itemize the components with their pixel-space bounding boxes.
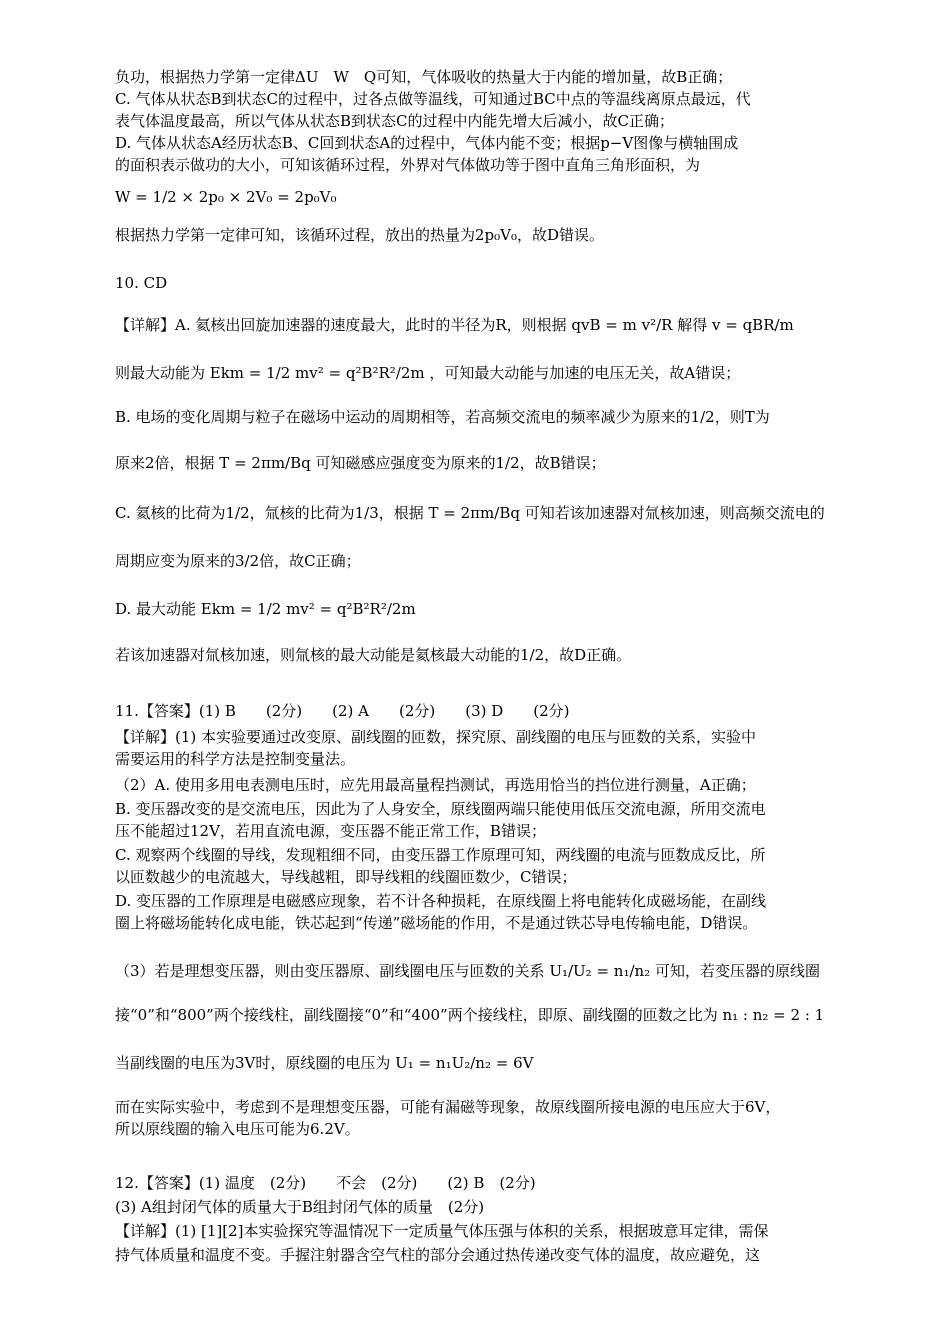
formula-line: W = 1/2 × 2p₀ × 2V₀ = 2p₀V₀ xyxy=(115,188,337,206)
text-line: D. 气体从状态A经历状态B、C回到状态A的过程中，气体内能不变；根据p−V图像与横轴围成 xyxy=(115,134,739,152)
text-line: 所以原线圈的输入电压可能为6.2V。 xyxy=(115,1120,360,1138)
text-line: 的面积表示做功的大小，可知该循环过程，外界对气体做功等于图中直角三角形面积，为 xyxy=(115,156,701,174)
text-line: 原来2倍，根据 T = 2πm/Bq 可知磁感应强度变为原来的1/2，故B错误； xyxy=(115,454,606,472)
text-line: D. 变压器的工作原理是电磁感应现象，若不计各种损耗，在原线圈上将电能转化成磁场能，在副线 xyxy=(115,892,767,910)
text-line: 表气体温度最高，所以气体从状态B到状态C的过程中内能先增大后减小，故C正确； xyxy=(115,112,674,130)
text-line: C. 观察两个线圈的导线，发现粗细不同，由变压器工作原理可知，两线圈的电流与匝数成反比，所 xyxy=(115,846,766,864)
text-line: B. 电场的变化周期与粒子在磁场中运动的周期相等，若高频交流电的频率减少为原来的1/2，则T为 xyxy=(115,408,770,426)
text-line: 需要运用的科学方法是控制变量法。 xyxy=(115,750,356,768)
text-line: 【详解】A. 氦核出回旋加速器的速度最大，此时的半径为R，则根据 qvB = m v²/R 解得 v = qBR/m xyxy=(115,316,794,334)
text-line: 而在实际实验中，考虑到不是理想变压器，可能有漏磁等现象，故原线圈所接电源的电压应大于6V， xyxy=(115,1098,781,1116)
text-line: 圈上将磁场能转化成电能，铁芯起到“传递”磁场能的作用，不是通过铁芯导电传输电能，D错误。 xyxy=(115,914,758,932)
text-line: （3）若是理想变压器，则由变压器原、副线圈电压与匝数的关系 U₁/U₂ = n₁/n₂ 可知，若变压器的原线圈 xyxy=(115,962,820,980)
text-line: 当副线圈的电压为3V时，原线圈的电压为 U₁ = n₁U₂/n₂ = 6V xyxy=(115,1054,534,1072)
text-line: 持气体质量和温度不变。手握注射器含空气柱的部分会通过热传递改变气体的温度，故应避免，这 xyxy=(115,1246,761,1264)
text-line: 根据热力学第一定律可知，该循环过程，放出的热量为2p₀V₀，故D错误。 xyxy=(115,226,605,244)
text-line: 周期应变为原来的3/2倍，故C正确； xyxy=(115,552,361,570)
text-line: 接“0”和“800”两个接线柱，副线圈接“0”和“400”两个接线柱，即原、副线圈的匝数之比为 n₁ : n₂ = 2 : 1 xyxy=(115,1006,825,1024)
text-line: （2）A. 使用多用电表测电压时，应先用最高量程挡测试，再选用恰当的挡位进行测量，A正确； xyxy=(115,776,756,794)
text-line: 则最大动能为 Ekm = 1/2 mv² = q²B²R²/2m ，可知最大动能与加速的电压无关，故A错误； xyxy=(115,364,741,382)
answer-heading: 12.【答案】(1) 温度 (2分) 不会 (2分) (2) B (2分) xyxy=(115,1174,536,1192)
text-line: C. 氦核的比荷为1/2，氚核的比荷为1/3，根据 T = 2πm/Bq 可知若该加速器对氚核加速，则高频交流电的 xyxy=(115,504,825,522)
answer-heading: 11.【答案】(1) B (2分) (2) A (2分) (3) D (2分) xyxy=(115,702,570,720)
text-line: 负功，根据热力学第一定律ΔU W Q可知，气体吸收的热量大于内能的增加量，故B正确； xyxy=(115,68,733,86)
text-line: B. 变压器改变的是交流电压，因此为了人身安全，原线圈两端只能使用低压交流电源，所用交流电 xyxy=(115,800,766,818)
text-line: D. 最大动能 Ekm = 1/2 mv² = q²B²R²/2m xyxy=(115,600,416,618)
text-line: 以匝数越少的电流越大，导线越粗，即导线粗的线圈匝数少，C错误； xyxy=(115,868,577,886)
text-line: C. 气体从状态B到状态C的过程中，过各点做等温线，可知通过BC中点的等温线离原点最远，代 xyxy=(115,90,751,108)
text-line: 压不能超过12V，若用直流电源，变压器不能正常工作，B错误； xyxy=(115,822,546,840)
text-line: 若该加速器对氚核加速，则氚核的最大动能是氦核最大动能的1/2，故D正确。 xyxy=(115,646,632,664)
text-line: (3) A组封闭气体的质量大于B组封闭气体的质量 (2分) xyxy=(115,1198,485,1216)
answer-heading: 10. CD xyxy=(115,274,168,292)
text-line: 【详解】(1) [1][2]本实验探究等温情况下一定质量气体压强与体积的关系，根据玻意耳定律，需保 xyxy=(115,1222,769,1240)
text-line: 【详解】(1) 本实验要通过改变原、副线圈的匝数，探究原、副线圈的电压与匝数的关系，实验中 xyxy=(115,728,757,746)
